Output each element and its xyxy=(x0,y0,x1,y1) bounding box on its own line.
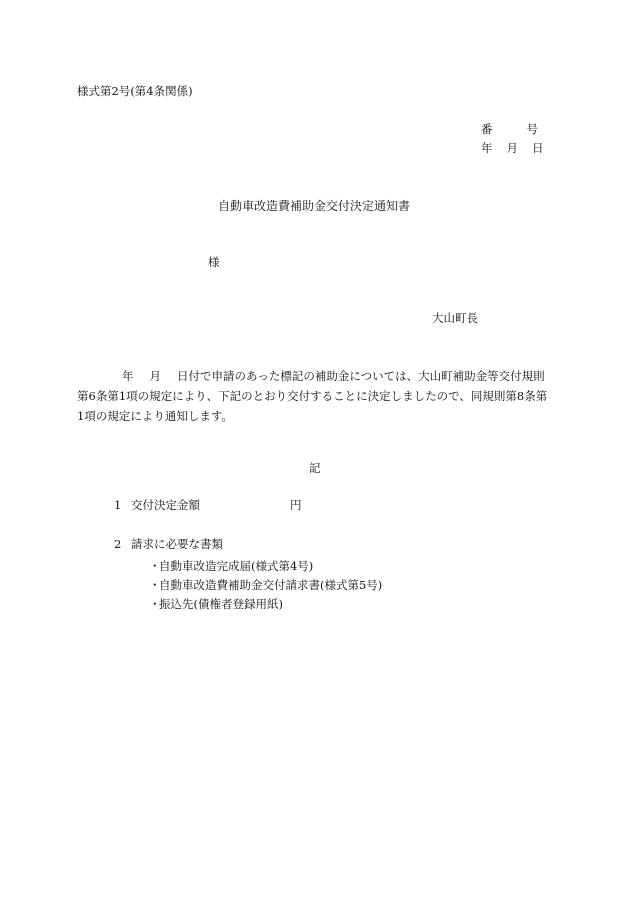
body-line-2: 第6条第1項の規定により、下記のとおり交付することに決定しましたので、同規則第8条第 xyxy=(77,389,548,403)
list-item: ・自動車改造完成届(様式第4号) xyxy=(149,557,382,576)
date-year: 年 xyxy=(481,141,493,155)
body-line-3: 1項の規定により通知します。 xyxy=(77,409,233,423)
date-month: 月 xyxy=(506,141,518,155)
issuer: 大山町長 xyxy=(432,311,478,325)
bullet: ・ xyxy=(149,578,161,592)
bullet: ・ xyxy=(149,559,161,573)
item-2-label: 請求に必要な書類 xyxy=(131,537,223,551)
body-line-1 xyxy=(77,366,557,386)
addressee: 様 xyxy=(208,255,220,269)
body-paragraph xyxy=(77,366,557,426)
item-1-number: 1 xyxy=(114,498,122,512)
item-2-number: 2 xyxy=(114,537,122,551)
date-day: 日 xyxy=(532,141,544,155)
number-label-go: 号 xyxy=(526,122,538,136)
item-1-unit: 円 xyxy=(290,498,302,512)
item-1-label: 交付決定金額 xyxy=(131,498,200,512)
issue-date xyxy=(481,143,544,155)
document-title: 自動車改造費補助金交付決定通知書 xyxy=(218,199,411,213)
number-label-ban: 番 xyxy=(481,122,493,136)
body-line-1-text: 日付で申請のあった標記の補助金については、大山町補助金等交付規則 xyxy=(177,369,545,383)
item-grant-amount xyxy=(114,500,302,512)
body-year: 年 xyxy=(122,369,134,383)
item-required-documents xyxy=(114,539,223,551)
document-number-label xyxy=(481,124,538,136)
form-number: 様式第2号(第4条関係) xyxy=(77,84,193,98)
list-item: ・自動車改造費補助金交付請求書(様式第5号) xyxy=(149,576,382,595)
required-documents-list xyxy=(149,557,382,614)
body-month: 月 xyxy=(149,369,161,383)
list-item: ・振込先(債権者登録用紙) xyxy=(149,595,382,614)
ki-heading: 記 xyxy=(309,461,321,475)
bullet: ・ xyxy=(149,597,161,611)
